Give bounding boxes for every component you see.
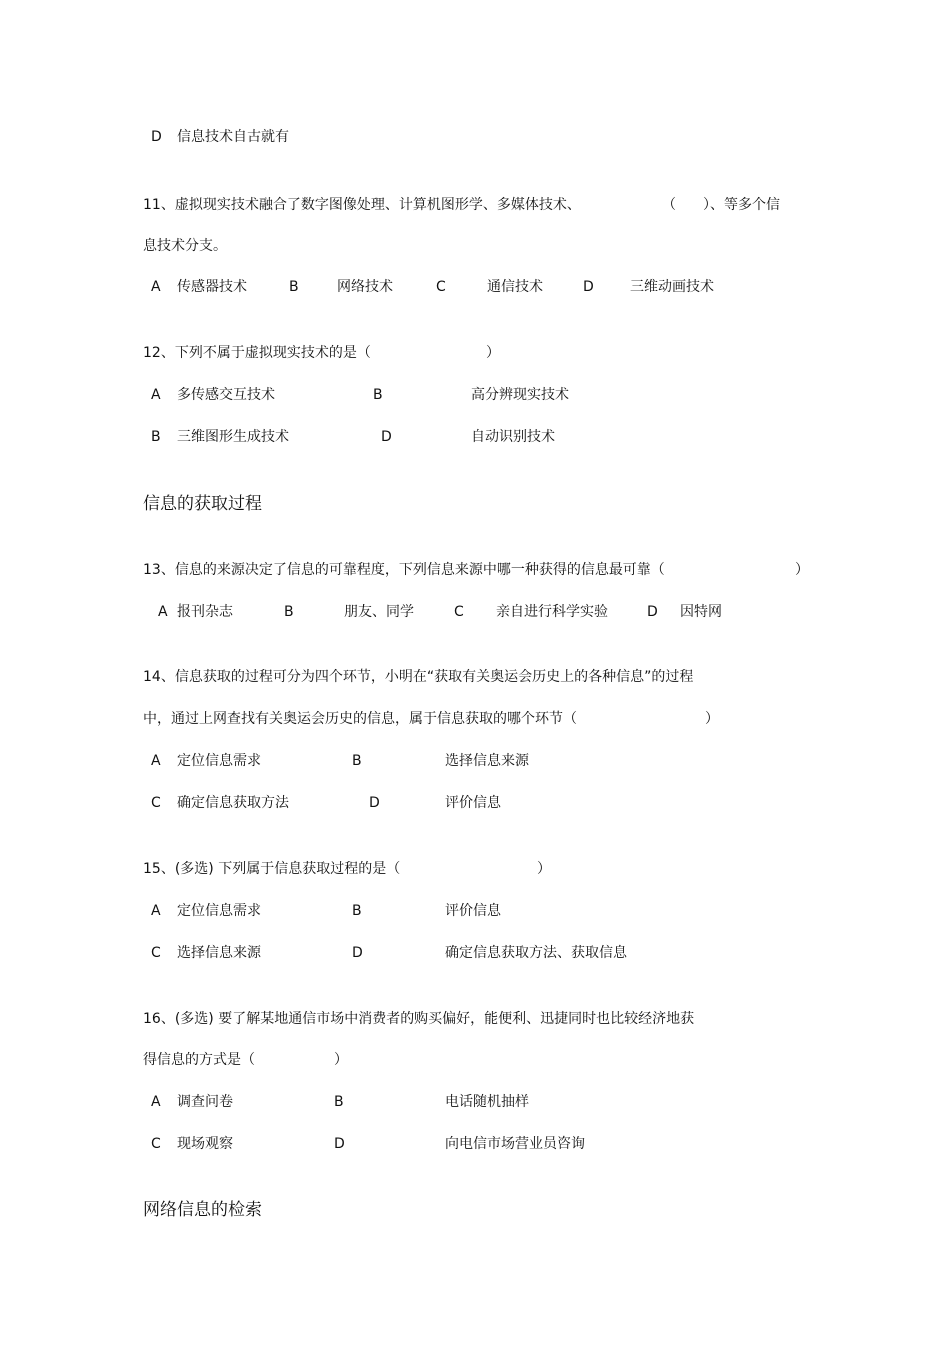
question-16-line2: 得信息的方式是（ [143, 1052, 255, 1068]
option-letter: A [151, 279, 161, 295]
option-text: 传感器技术 [177, 279, 247, 295]
question-14-line2: 中，通过上网查找有关奥运会历史的信息，属于信息获取的哪个环节（ [143, 711, 577, 727]
option-letter: A [151, 1094, 161, 1110]
option-letter: C [151, 945, 161, 961]
option-letter: A [151, 387, 161, 403]
option-text: 评价信息 [445, 903, 501, 919]
option-text: 现场观察 [177, 1136, 233, 1152]
option-letter: A [151, 753, 161, 769]
question-13-paren-close: ） [795, 562, 809, 578]
option-text: 定位信息需求 [177, 753, 261, 769]
option-text: 选择信息来源 [177, 945, 261, 961]
option-text: 选择信息来源 [445, 753, 529, 769]
question-12-paren-close: ） [486, 345, 500, 361]
option-text: 多传感交互技术 [177, 387, 275, 403]
option-letter: B [334, 1094, 344, 1110]
option-letter: C [454, 604, 464, 620]
option-text: 高分辨现实技术 [471, 387, 569, 403]
question-11-paren-open: （ [662, 197, 676, 213]
question-15-paren-close: ） [537, 861, 551, 877]
option-text: 三维图形生成技术 [177, 429, 289, 445]
question-12-stem: 12、下列不属于虚拟现实技术的是（ [143, 345, 371, 361]
question-13-stem: 13、信息的来源决定了信息的可靠程度，下列信息来源中哪一种获得的信息最可靠（ [143, 562, 665, 578]
question-15-stem: 15、(多选) 下列属于信息获取过程的是（ [143, 861, 401, 877]
question-14-line1: 14、信息获取的过程可分为四个环节，小明在“获取有关奥运会历史上的各种信息”的过程 [143, 669, 694, 685]
option-letter: B [289, 279, 299, 295]
option-text: 信息技术自古就有 [177, 129, 289, 145]
option-letter: B [352, 753, 362, 769]
question-16-line1: 16、(多选) 要了解某地通信市场中消费者的购买偏好，能便利、迅捷同时也比较经济地获 [143, 1011, 695, 1027]
question-16-paren-close: ） [334, 1052, 348, 1068]
option-text: 向电信市场营业员咨询 [445, 1136, 585, 1152]
option-text: 评价信息 [445, 795, 501, 811]
question-14-paren-close: ） [705, 711, 719, 727]
option-text: 定位信息需求 [177, 903, 261, 919]
option-text: 调查问卷 [177, 1094, 233, 1110]
section-heading: 网络信息的检索 [143, 1200, 262, 1220]
option-letter: D [647, 604, 658, 620]
option-letter: B [352, 903, 362, 919]
option-letter: D [151, 129, 162, 145]
option-letter: D [334, 1136, 345, 1152]
option-text: 确定信息获取方法、获取信息 [445, 945, 627, 961]
option-letter: B [284, 604, 294, 620]
option-text: 因特网 [680, 604, 722, 620]
option-letter: D [369, 795, 380, 811]
option-letter: D [352, 945, 363, 961]
option-letter: B [151, 429, 161, 445]
section-heading: 信息的获取过程 [143, 494, 262, 514]
option-letter: A [151, 903, 161, 919]
question-11-paren-close: ）、等多个信 [703, 197, 780, 213]
option-text: 朋友、同学 [344, 604, 414, 620]
option-text: 三维动画技术 [630, 279, 714, 295]
option-letter: C [436, 279, 446, 295]
option-letter: B [373, 387, 383, 403]
option-text: 通信技术 [487, 279, 543, 295]
option-text: 报刊杂志 [177, 604, 233, 620]
option-letter: C [151, 1136, 161, 1152]
option-text: 自动识别技术 [471, 429, 555, 445]
option-letter: D [583, 279, 594, 295]
question-11-line1: 11、虚拟现实技术融合了数字图像处理、计算机图形学、多媒体技术、 [143, 197, 581, 213]
option-letter: A [158, 604, 168, 620]
question-11-line2: 息技术分支。 [143, 238, 227, 254]
option-text: 电话随机抽样 [445, 1094, 529, 1110]
option-text: 确定信息获取方法 [177, 795, 289, 811]
option-text: 亲自进行科学实验 [496, 604, 608, 620]
option-text: 网络技术 [337, 279, 393, 295]
option-letter: C [151, 795, 161, 811]
option-letter: D [381, 429, 392, 445]
